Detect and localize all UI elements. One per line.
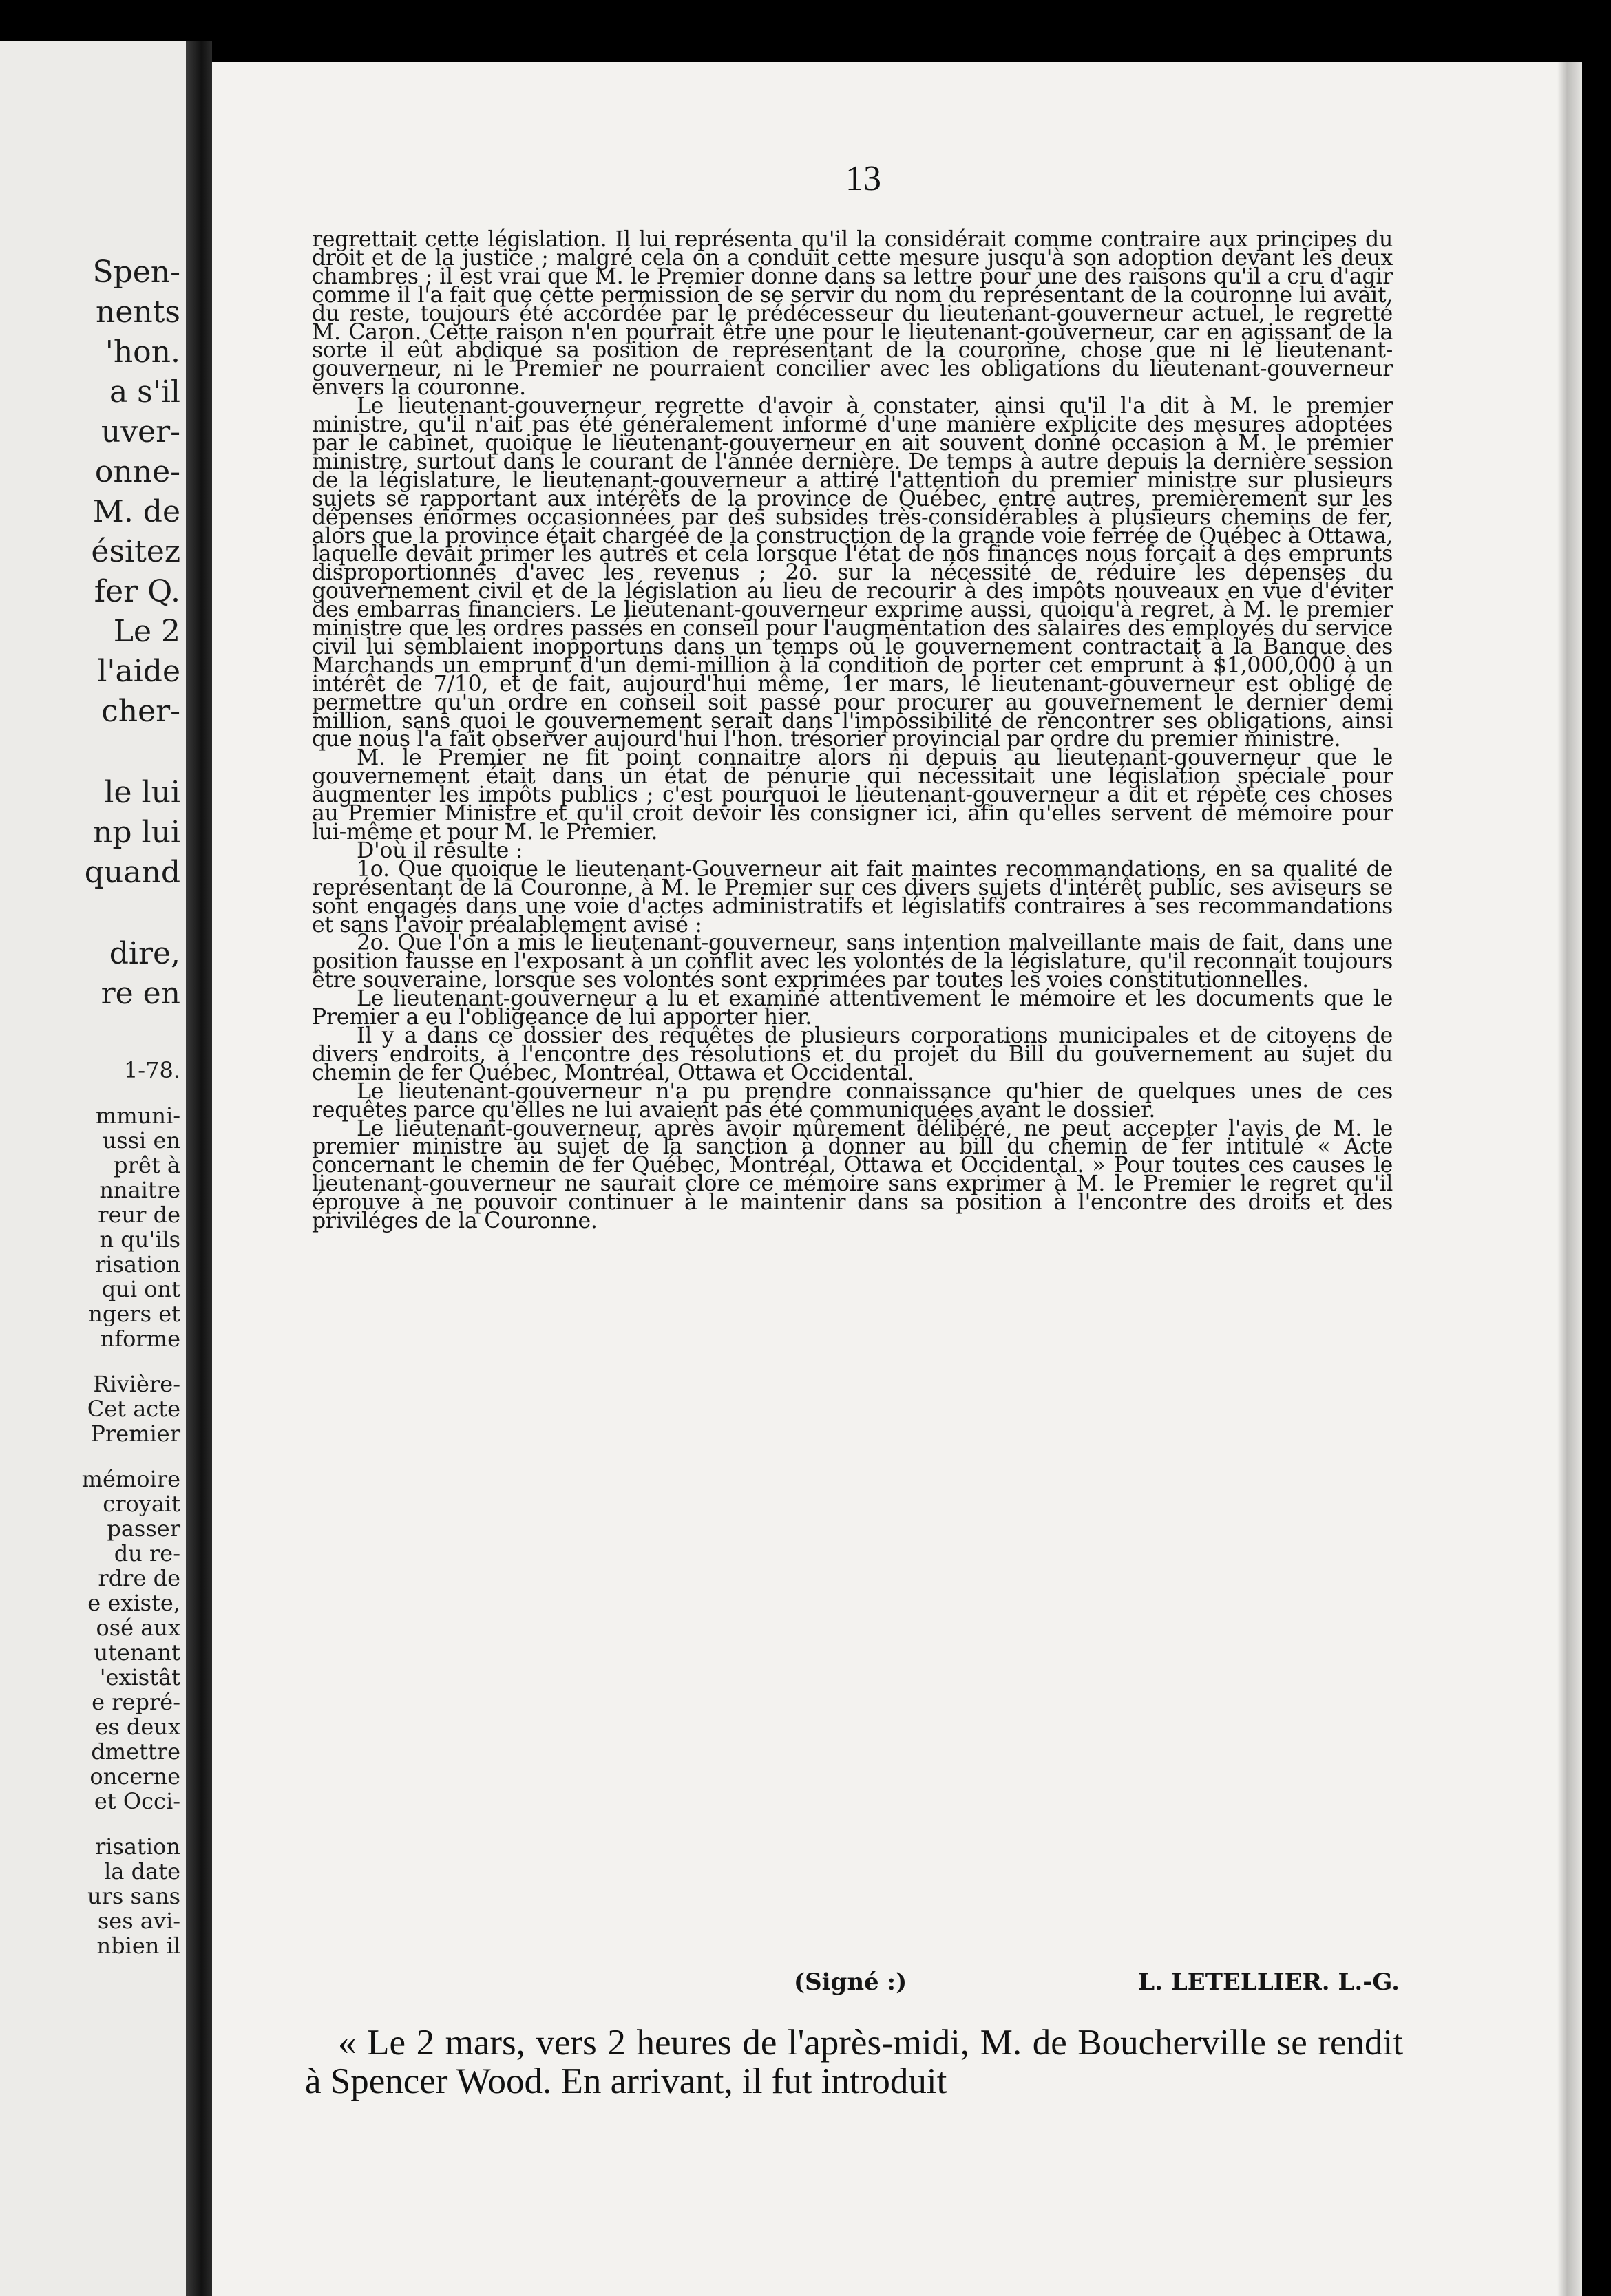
left-page-line: l'aide	[97, 654, 180, 689]
left-page-line: passer	[107, 1516, 180, 1542]
left-page-line: a s'il	[109, 374, 180, 410]
left-page-line: nbien il	[96, 1933, 180, 1959]
left-page-line: M. de	[92, 494, 180, 529]
left-page-line: oncerne	[90, 1763, 180, 1789]
left-page-line: utenant	[94, 1639, 180, 1666]
left-page-line: Rivière-	[93, 1371, 180, 1397]
signature-name: L. LETELLIER. L.-G.	[1138, 1968, 1400, 1996]
left-page-line: quand	[84, 855, 180, 890]
left-page-line: urs sans	[87, 1883, 180, 1909]
page-edge	[1557, 62, 1582, 2296]
left-page-line: Spen-	[92, 255, 180, 290]
paragraph: Le lieutenant-gouverneur a lu et examiné attentivement le mémoire et les documents que le Premier a eu l'obligeance de lui apporter hier.	[312, 986, 1393, 1030]
left-page-line: ngers et	[88, 1301, 180, 1327]
paragraph: Le lieutenant-gouverneur regrette d'avoir à constater, ainsi qu'il l'a dit à M. le premier ministre, qu'il n'ait pas été généralement informé d'une manière explicite des mesures adoptées par le cabinet, quoique le lieutenant-gouverneur en ait souvent donné occasion à M. le premier ministre, surtout dans le courant de l'année dernière. De temps à autre depuis la dernière session de la législature, le lieutenant-gouverneur a attiré l'attention du premier ministre sur plusieurs sujets se rapportant aux intérêts de la province de Québec, entre autres, premièrement sur les dépenses énormes occasionnées par des subsides très-considérables à plusieurs chemins de fer, alors que la province était chargée de la construction de la grande voie ferrée de Québec à Ottawa, laquelle devait primer les autres et cela lorsque l'état de nos finances nous forçait à des emprunts disproportionnés d'avec les revenus ; 2o. sur la nécessité de réduire les dépenses du gouvernement civil et de la législation au lieu de recourir à des impôts nouveaux en vue d'éviter des embarras financiers. Le lieutenant-gouverneur exprime aussi, quoiqu'à regret, à M. le premier ministre que les ordres passés en conseil pour l'augmentation des salaires des employés du service civil lui semblaient inopportuns dans un temps où le gouvernement contractait à la Banque des Marchands un emprunt d'un demi-million à la condition de porter cet emprunt à $1,000,000 à un intérêt de 7/10, et de fait, aujourd'hui même, 1er mars, le lieutenant-gouverneur est obligé de permettre qu'un ordre en conseil soit passé pour procurer au gouvernement le dernier demi million, sans quoi le gouvernement serait dans l'impossibilité de rencontrer ses obligations, ainsi que nous l'a fait observer aujourd'hui l'hon. trésorier provincial par ordre du premier ministre.	[312, 394, 1393, 752]
paragraph: 1o. Que quoique le lieutenant-Gouverneur ait fait maintes recommandations, en sa qualité de représentant de la Couronne, à M. le Premier sur ces divers sujets d'intérêt public, ses aviseurs se sont engagés dans une voie d'actes administratifs et législatifs contraires à ses recommandations et sans l'avoir préalablement avisé :	[312, 856, 1393, 937]
left-page-line: Cet acte	[87, 1396, 180, 1422]
left-page-line: prêt à	[114, 1152, 180, 1178]
left-page-line: reur de	[98, 1202, 180, 1228]
left-page-line: ses avi-	[97, 1908, 180, 1934]
paragraph: D'où il résulte :	[357, 838, 523, 863]
left-facing-page	[0, 41, 186, 2296]
left-page-line: dmettre	[91, 1739, 180, 1765]
left-page-line: uver-	[101, 414, 180, 449]
right-page	[212, 62, 1582, 2296]
left-page-line: rdre de	[98, 1565, 180, 1591]
left-page-line: ussi en	[102, 1127, 180, 1154]
left-page-line: dire,	[109, 936, 180, 971]
left-page-line: n qu'ils	[99, 1226, 180, 1253]
left-page-line: risation	[95, 1251, 180, 1277]
paragraph: Il y a dans ce dossier des requêtes de plusieurs corporations municipales et de citoyens de divers endroits, à l'encontre des résolutions et du projet du Bill du gouvernement au sujet du chemin de fer Québec, Montréal, Ottawa et Occidental.	[312, 1023, 1393, 1085]
left-page-line: mémoire	[81, 1466, 180, 1492]
paragraph: 2o. Que l'on a mis le lieutenant-gouverneur, sans intention malveillante mais de fait, dans une position fausse en l'exposant à un conflit avec les volontés de la législature, qu'il reconnait toujours être souveraine, lorsque ses volontés sont exprimées par toutes les voies constitutionnelles.	[312, 931, 1393, 993]
paragraph: regrettait cette législation. Il lui représenta qu'il la considérait comme contraire aux principes du droit et de la justice ; malgré cela on a conduit cette mesure jusqu'à son adoption devant les deux chambres ; il est vrai que M. le Premier donne dans sa lettre pour une des raisons qu'il a cru d'agir comme il l'a fait que cette permission de se servir du nom du représentant de la couronne lui avait, du reste, toujours été accordée par le prédécesseur du lieutenant-gouverneur actuel, le regretté M. Caron. Cette raison n'en pourrait être une pour le lieutenant-gouverneur, car en agissant de la sorte il eût abdiqué sa position de représentant de la couronne, chose que ni le lieutenant-gouverneur, ni le Premier ne pourraient concilier avec les obligations du lieutenant-gouverneur envers la couronne.	[312, 227, 1393, 401]
left-page-line: Le 2	[113, 614, 180, 649]
signature-line	[794, 1968, 1400, 1996]
left-page-line: cher-	[101, 694, 180, 729]
page-number: 13	[845, 159, 881, 198]
left-page-line: e repré-	[92, 1689, 180, 1715]
left-page-line: nforme	[100, 1326, 180, 1352]
left-page-line: re en	[101, 976, 180, 1011]
left-page-line: et Occi-	[94, 1788, 180, 1814]
left-page-line: nents	[96, 295, 180, 330]
book-gutter	[186, 41, 212, 2296]
paragraph: Le lieutenant-gouverneur, après avoir mûrement délibéré, ne peut accepter l'avis de M. le premier ministre au sujet de la sanction à donner au bill du chemin de fer intitulé « Acte concernant le chemin de fer Québec, Montréal, Ottawa et Occidental. » Pour toutes ces causes le lieutenant-gouverneur ne saurait clore ce mémoire sans exprimer à M. le Premier le regret qu'il éprouve à ne pouvoir continuer à le maintenir dans sa position à l'encontre des droits et des priviléges de la Couronne.	[312, 1116, 1393, 1234]
left-page-line: croyait	[103, 1491, 180, 1517]
left-page-line: fer Q.	[94, 574, 180, 609]
left-page-line: mmuni-	[96, 1103, 180, 1129]
left-page-line: es deux	[95, 1714, 180, 1740]
left-page-line: 'existât	[99, 1664, 180, 1690]
left-page-line: ésitez	[91, 534, 180, 569]
left-page-line: du re-	[114, 1540, 180, 1566]
closing-paragraph: « Le 2 mars, vers 2 heures de l'après-midi, M. de Boucherville se rendit à Spencer Wood. En arrivant, il fut introduit	[305, 2023, 1403, 2101]
paragraph: M. le Premier ne fit point connaitre alors ni depuis au lieutenant-gouverneur que le gouvernement était dans un état de pénurie qui nécessitait une législation spéciale pour augmenter les impôts publics ; c'est pourquoi le lieutenant-gouverneur a dit et répète ces choses au Premier Ministre et qu'il croit devoir les consigner ici, afin qu'elles servent de mémoire pour lui-même et pour M. le Premier.	[312, 745, 1393, 844]
left-page-line: nnaitre	[99, 1177, 180, 1203]
body-text	[312, 227, 1393, 1234]
left-page-line: np lui	[93, 815, 180, 850]
left-page-line: 'hon.	[105, 334, 180, 370]
left-page-line: Premier	[90, 1421, 180, 1447]
left-page-line: e existe,	[87, 1590, 180, 1616]
left-page-line: la date	[104, 1858, 180, 1884]
left-page-line: onne-	[94, 454, 180, 489]
signature-label: (Signé :)	[794, 1968, 907, 1996]
left-page-line: risation	[95, 1833, 180, 1860]
left-page-line: 1-78.	[123, 1057, 180, 1083]
left-page-line: le lui	[104, 775, 180, 810]
left-page-line: osé aux	[96, 1615, 180, 1641]
paragraph: Le lieutenant-gouverneur n'a pu prendre connaissance qu'hier de quelques unes de ces requêtes parce qu'elles ne lui avaient pas été communiquées avant le dossier.	[312, 1078, 1393, 1123]
left-page-line: qui ont	[101, 1276, 180, 1302]
